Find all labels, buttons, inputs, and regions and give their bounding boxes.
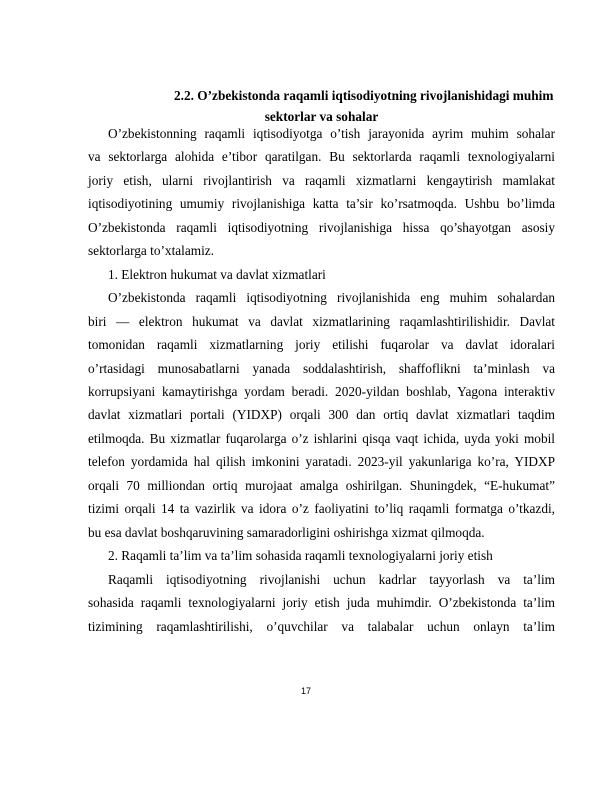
text-line: va sektorlarga alohida e’tibor qaratilgan. Bu sektorlarda raqamli texnologiyalarni [88, 149, 555, 165]
text-line: etilmoqda. Bu xizmatlar fuqarolarga o’z ishlarini qisqa vaqt ichida, uyda yoki mobil [88, 430, 555, 446]
text-line: iqtisodiyotining umumiy rivojlanishiga katta ta’sir ko’rsatmoqda. Ushbu bo’limda [88, 196, 555, 212]
paragraph [88, 568, 555, 638]
text-line: o’rtasidagi munosabatlarni yanada soddalashtirish, shaffoflikni ta’minlash va [88, 360, 555, 376]
text-line: korrupsiyani kamaytirishga yordam beradi. 2020-yildan boshlab, Yagona interaktiv [88, 383, 555, 399]
paragraph [88, 544, 555, 567]
text-line: tomonidan raqamli xizmatlarning joriy etilishi fuqarolar va davlat idoralari [88, 337, 555, 353]
text-line: sohasida raqamli texnologiyalarni joriy etish juda muhimdir. O’zbekistonda ta’lim [88, 595, 555, 611]
text-line: orqali 70 milliondan ortiq murojaat amalga oshirilgan. Shuningdek, “E-hukumat” [88, 477, 555, 493]
text-line: tizimi orqali 14 ta vazirlik va idora o’z faoliyatini to’liq raqamli formatga o’tkazdi, [88, 501, 555, 517]
page-number: 17 [300, 686, 311, 696]
text-line: Raqamli iqtisodiyotning rivojlanishi uchun kadrlar tayyorlash va ta’lim [108, 571, 555, 587]
paragraph [88, 286, 555, 544]
text-line: biri — elektron hukumat va davlat xizmatlarining raqamlashtirilishidir. Davlat [88, 313, 555, 329]
text-line: O’zbekistonda raqamli iqtisodiyotning rivojlanishida eng muhim sohalardan [108, 290, 555, 306]
text-line: O’zbekistonda raqamli iqtisodiyotning rivojlanishiga hissa qo’shayotgan asosiy [88, 219, 555, 235]
text-line: O’zbekistonning raqamli iqtisodiyotga o’tish jarayonida ayrim muhim sohalar [108, 126, 555, 141]
text-line: davlat xizmatlari portali (YIDXP) orqali 300 dan ortiq davlat xizmatlari taqdim [88, 407, 555, 423]
text-line: telefon yordamida hal qilish imkonini yaratadi. 2023-yil yakunlariga ko’ra, YIDXP [88, 454, 555, 470]
text-line: sektorlarga to’xtalamiz. [88, 243, 215, 259]
section-heading-line-2: sektorlar va sohalar [264, 109, 379, 124]
paragraph [88, 122, 555, 263]
text-line: 1. Elektron hukumat va davlat xizmatlari [108, 266, 326, 282]
text-line: joriy etish, ularni rivojlantirish va raqamli xizmatlarni kengaytirish mamlakat [88, 172, 555, 188]
section-heading [88, 85, 555, 127]
section-heading-line-1: 2.2. O’zbekistonda raqamli iqtisodiyotning rivojlanishidagi muhim [174, 88, 554, 103]
text-line: 2. Raqamli ta’lim va ta’lim sohasida raqamli texnologiyalarni joriy etish [108, 548, 493, 564]
text-line: bu esa davlat boshqaruvining samaradorligini oshirishga xizmat qilmoqda. [88, 524, 485, 540]
text-line: tizimining raqamlashtirilishi, o’quvchilar va talabalar uchun onlayn ta’lim [88, 618, 555, 634]
paragraph [88, 263, 555, 286]
document-body [88, 122, 555, 638]
